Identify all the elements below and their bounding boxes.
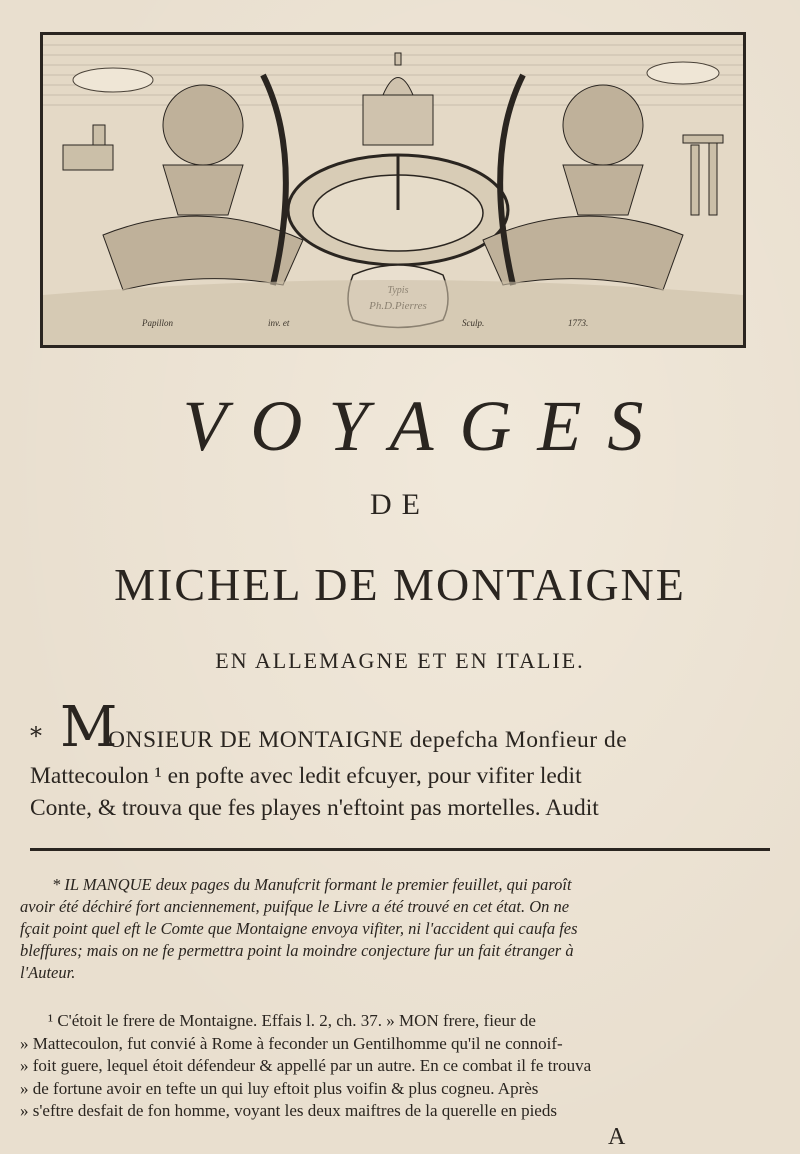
note-asterisk: * <box>30 722 42 750</box>
title-de: DE <box>370 488 430 521</box>
footnote-line: » s'eftre desfait de fon homme, voyant les deux maiftres de la querelle en pieds <box>20 1101 557 1120</box>
footnote-1 <box>20 1010 780 1123</box>
note-line: fçait point quel eft le Comte que Montaigne envoya vifiter, ni l'accident qui caufa fes <box>20 919 578 938</box>
drop-cap: M <box>60 695 118 760</box>
title-author: MICHEL DE MONTAIGNE <box>114 559 686 610</box>
footnote-line: » de fortune avoir en tefte un qui luy eftoit plus voifin & plus cogneu. Après <box>20 1078 539 1098</box>
footnote-divider <box>30 848 770 851</box>
sculptor-credit: Sculp. <box>462 318 485 328</box>
body-text-line: Mattecoulon ¹ en pofte avec ledit efcuyer, pour vifiter ledit <box>30 763 582 789</box>
note-line: bleffures; mais on ne fe permettra point la moindre conjecture fur un fait étranger à <box>20 941 574 960</box>
engraved-vignette <box>40 32 746 348</box>
body-paragraph <box>30 760 770 824</box>
title-subtitle: EN ALLEMAGNE ET EN ITALIE. <box>215 648 585 673</box>
signature-mark: A <box>608 1124 626 1150</box>
note-line: * IL MANQUE deux pages du Manufcrit formant le premier feuillet, qui paroît <box>52 875 572 894</box>
footnote-line: » Mattecoulon, fut convié à Rome à feconder un Gentilhomme qu'il ne connoif- <box>20 1033 563 1053</box>
vignette-illustration <box>43 35 743 345</box>
note-line: avoir été déchiré fort anciennement, puifque le Livre a été trouvé en cet état. On ne <box>20 897 570 916</box>
body-line-1 <box>108 724 778 756</box>
body-text-line: ONSIEUR DE MONTAIGNE depefcha Monfieur de <box>108 727 628 753</box>
credit-year: 1773. <box>568 318 589 328</box>
engraver-credit-role: inv. et <box>268 318 290 328</box>
footnote-line: » foit guere, lequel étoit défendeur & appellé par un autre. En ce combat il fe trouva <box>20 1056 592 1075</box>
footnote-line: ¹ C'étoit le frere de Montaigne. Effais l. 2, ch. 37. » MON frere, fieur de <box>48 1011 536 1030</box>
title-voyages: VOYAGES <box>182 386 670 466</box>
editor-note <box>20 874 780 984</box>
body-text-line: Conte, & trouva que fes playes n'eftoint pas mortelles. Audit <box>30 795 599 821</box>
note-line: l'Auteur. <box>20 963 76 982</box>
engraver-credit: Papillon <box>142 318 173 328</box>
